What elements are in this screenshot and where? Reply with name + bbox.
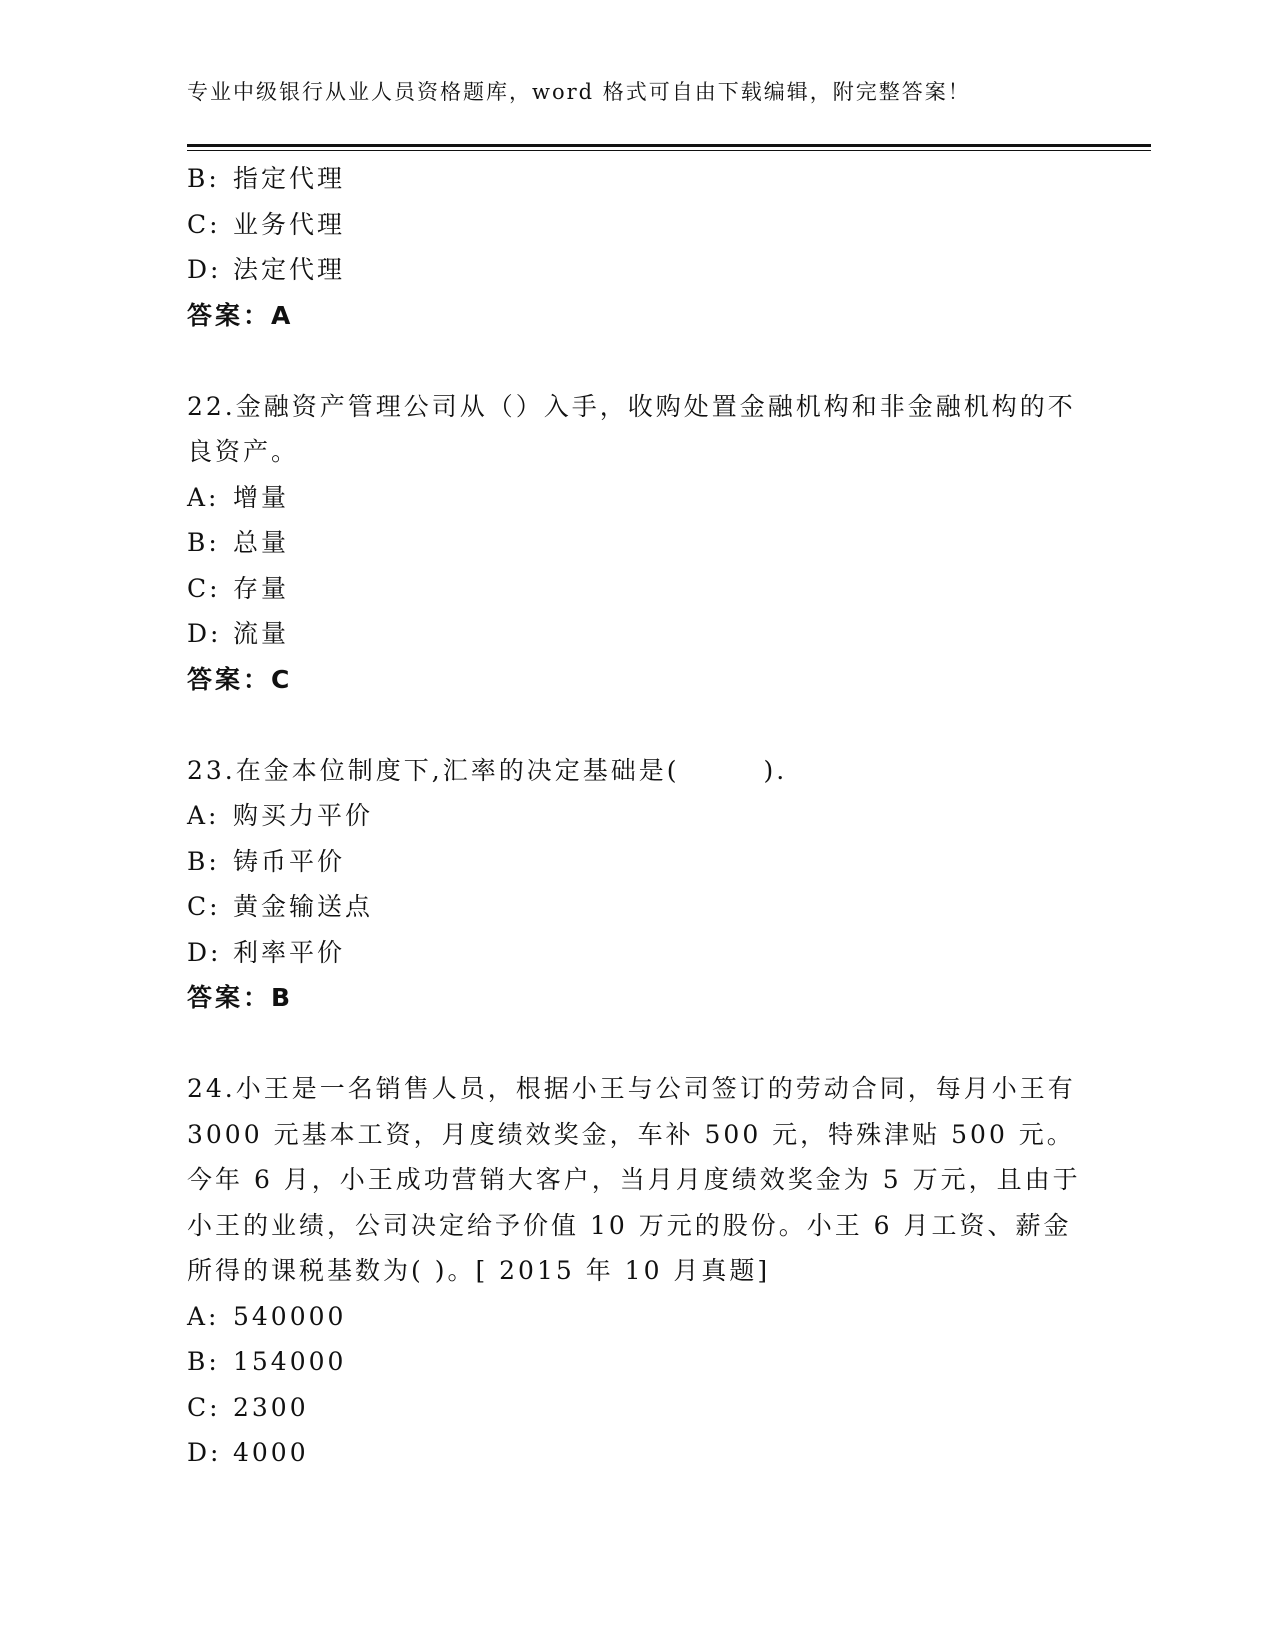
- option-c: [187, 1385, 1087, 1431]
- option-text: 业务代理: [233, 209, 346, 239]
- option-text: 总量: [233, 528, 290, 557]
- question-stem: 22.金融资产管理公司从（）入手，收购处置金融机构和非金融机构的不良资产。: [187, 391, 1076, 466]
- option-a: [187, 793, 1087, 839]
- option-d: [187, 1430, 1087, 1476]
- option-d: [187, 247, 1087, 293]
- option-letter: B:: [187, 846, 220, 876]
- option-text: 利率平价: [233, 937, 346, 967]
- option-letter: C:: [187, 209, 221, 239]
- option-letter: B:: [187, 528, 220, 557]
- option-a: [187, 1294, 1087, 1340]
- option-text: 2300: [233, 1392, 309, 1422]
- answer-line: 答案：A: [187, 300, 294, 330]
- option-text: 流量: [233, 619, 290, 648]
- question-stem: 23.在金本位制度下,汇率的决定基础是( ).: [187, 755, 788, 785]
- option-d: [187, 611, 1087, 657]
- header-rule-thick: [187, 144, 1151, 147]
- option-letter: B:: [187, 1347, 220, 1376]
- option-d: [187, 930, 1087, 976]
- option-text: 154000: [233, 1347, 347, 1376]
- option-text: 增量: [233, 482, 290, 512]
- option-b: [187, 839, 1087, 885]
- option-letter: B:: [187, 164, 220, 193]
- option-letter: D:: [187, 1438, 222, 1467]
- option-letter: C:: [187, 573, 221, 603]
- answer-line: 答案：C: [187, 664, 293, 694]
- option-text: 指定代理: [233, 164, 346, 193]
- option-letter: C:: [187, 892, 221, 921]
- option-letter: A:: [187, 1301, 220, 1331]
- option-text: 540000: [233, 1301, 347, 1331]
- option-text: 购买力平价: [233, 801, 374, 830]
- question-content: [187, 156, 1087, 1476]
- answer-line: 答案：B: [187, 983, 294, 1012]
- option-a: [187, 475, 1087, 521]
- option-c: [187, 566, 1087, 612]
- option-text: 4000: [233, 1438, 309, 1467]
- option-letter: D:: [187, 255, 222, 284]
- question-stem: 24.小王是一名销售人员，根据小王与公司签订的劳动合同，每月小王有 3000 元基本工资，月度绩效奖金，车补 500 元，特殊津贴 500 元。今年 6 月，小王成功营销大客户，当月月度绩效奖金为 5 万元，且由于小王的业绩，公司决定给予价值 10 万元的股份。小王 6 月工资、薪金所得的课税基数为( )。[ 2015 年 10 月真题]: [187, 1074, 1081, 1285]
- option-text: 铸币平价: [233, 846, 346, 876]
- option-c: [187, 884, 1087, 930]
- option-text: 法定代理: [233, 255, 346, 284]
- option-b: [187, 1339, 1087, 1385]
- option-letter: A:: [187, 482, 220, 512]
- option-b: [187, 520, 1087, 566]
- option-text: 存量: [233, 573, 290, 603]
- option-letter: D:: [187, 937, 222, 967]
- option-letter: C:: [187, 1392, 221, 1422]
- option-c: [187, 202, 1087, 248]
- option-letter: A:: [187, 801, 220, 830]
- option-b: [187, 156, 1087, 202]
- option-text: 黄金输送点: [233, 892, 374, 921]
- option-letter: D:: [187, 619, 222, 648]
- page-header: 专业中级银行从业人员资格题库，word 格式可自由下载编辑，附完整答案！: [187, 80, 971, 104]
- header-rule-thin: [187, 150, 1151, 151]
